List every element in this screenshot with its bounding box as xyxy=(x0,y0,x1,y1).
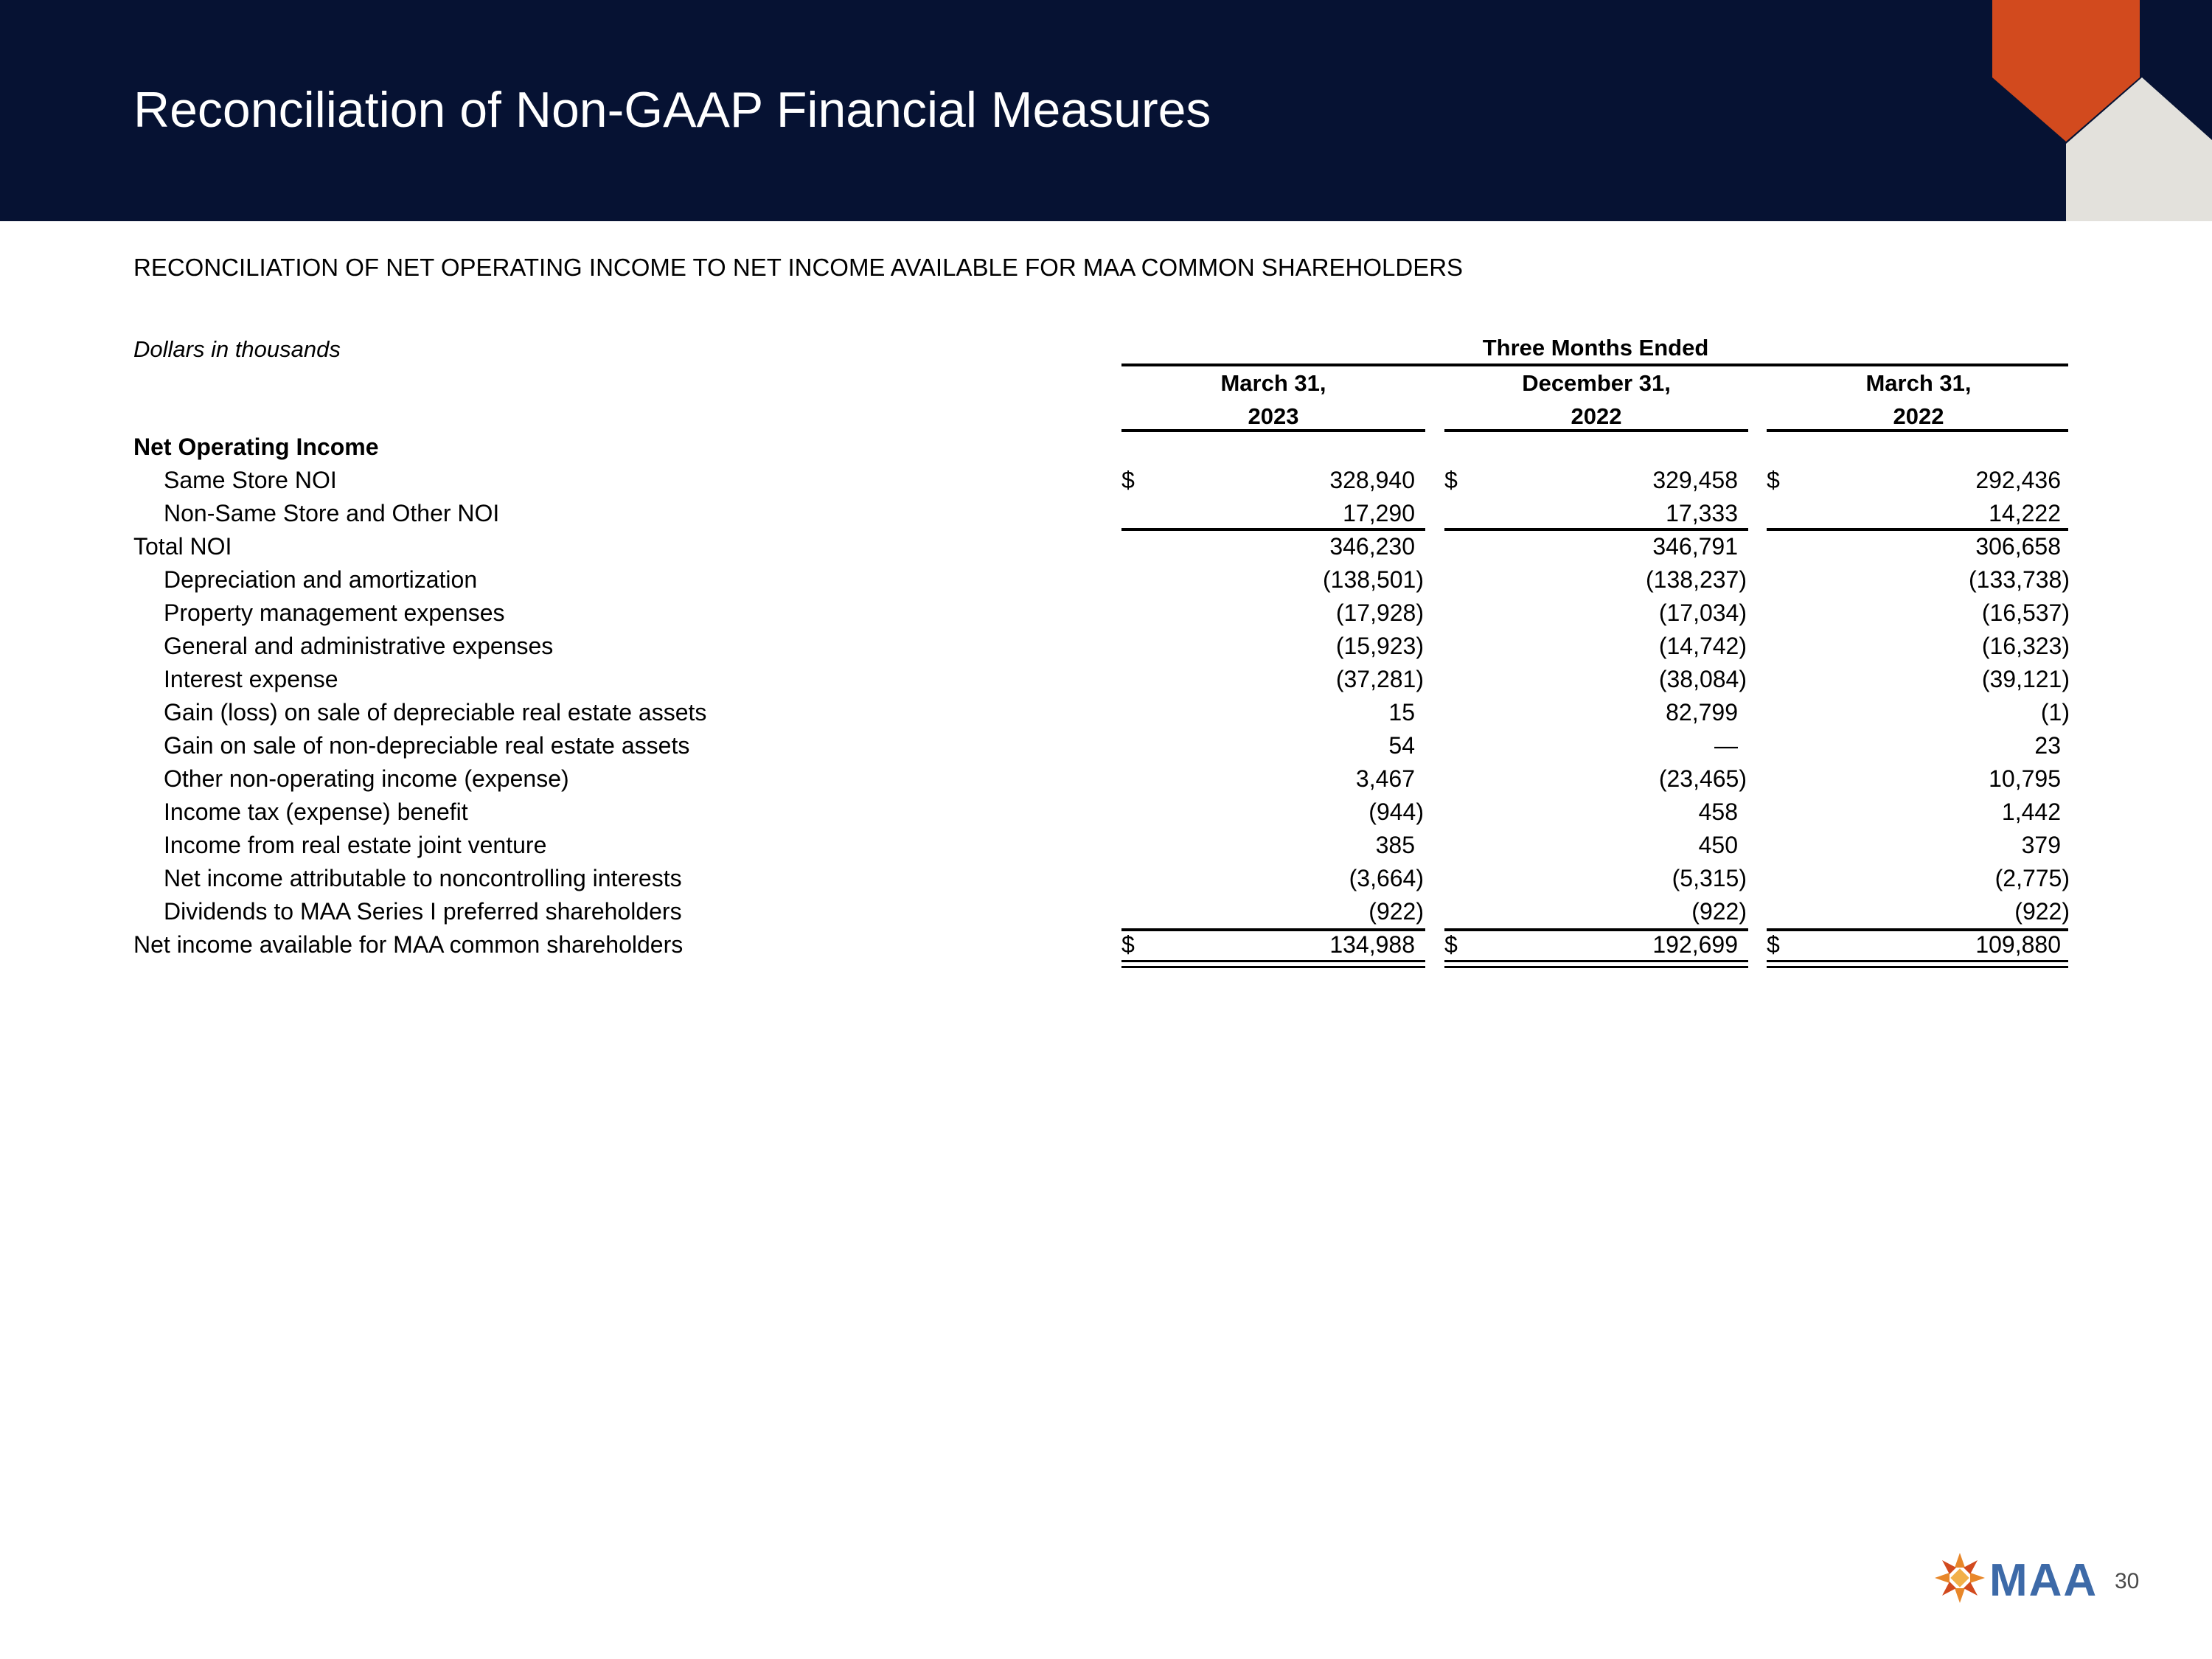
column-header-line2: 2023 xyxy=(1248,403,1299,429)
cell-value: 385 xyxy=(1375,832,1415,858)
cell-value: 14,222 xyxy=(1989,500,2061,526)
cell-value: 292,436 xyxy=(1975,467,2061,493)
row-label: Non-Same Store and Other NOI xyxy=(164,500,500,526)
row-label: Gain on sale of non-depreciable real estate assets xyxy=(164,732,690,759)
cell-value: 3,467 xyxy=(1355,765,1415,792)
cell-value: (38,084) xyxy=(1658,666,1747,692)
column-rule xyxy=(1121,429,1425,432)
cell-value: (15,923) xyxy=(1335,633,1424,659)
column-rule xyxy=(1767,429,2068,432)
total-double-rule xyxy=(1767,960,2068,968)
cell-value: (922) xyxy=(1368,898,1424,925)
subtotal-rule xyxy=(1444,928,1748,931)
cell-value: 346,791 xyxy=(1652,533,1738,560)
page-title: Reconciliation of Non-GAAP Financial Measures xyxy=(133,82,1211,138)
cell-value: 306,658 xyxy=(1975,533,2061,560)
column-rule xyxy=(1444,429,1748,432)
cell-value: (16,323) xyxy=(1981,633,2070,659)
cell-value: 10,795 xyxy=(1989,765,2061,792)
subtotal-rule xyxy=(1444,528,1748,531)
cell-value: (944) xyxy=(1368,799,1424,825)
currency-symbol: $ xyxy=(1767,467,1780,493)
cell-value: (5,315) xyxy=(1672,865,1747,891)
column-header-line1: March 31, xyxy=(1865,370,1972,396)
cell-value: (39,121) xyxy=(1981,666,2070,692)
subtotal-rule xyxy=(1767,528,2068,531)
currency-symbol: $ xyxy=(1121,467,1135,493)
cell-value: 379 xyxy=(2021,832,2061,858)
currency-symbol: $ xyxy=(1444,931,1458,958)
row-label: Income from real estate joint venture xyxy=(164,832,547,858)
table-subtitle: RECONCILIATION OF NET OPERATING INCOME TO NET INCOME AVAILABLE FOR MAA COMMON SHAREHOLDERS xyxy=(133,254,1464,281)
row-label: Income tax (expense) benefit xyxy=(164,799,468,825)
column-header xyxy=(1121,366,1425,433)
header-banner xyxy=(0,0,2212,221)
cell-value: (3,664) xyxy=(1349,865,1424,891)
cell-value: — xyxy=(1714,732,1738,759)
subtotal-rule xyxy=(1121,928,1425,931)
row-label: Net income attributable to noncontrolling interests xyxy=(164,865,682,891)
row-label: General and administrative expenses xyxy=(164,633,554,659)
row-label: Gain (loss) on sale of depreciable real estate assets xyxy=(164,699,707,726)
cell-value: 134,988 xyxy=(1329,931,1415,958)
section-heading: Net Operating Income xyxy=(133,434,379,460)
cell-value: (23,465) xyxy=(1658,765,1747,792)
column-header-line1: March 31, xyxy=(1220,370,1326,396)
cell-value: (14,742) xyxy=(1658,633,1747,659)
corner-decoration xyxy=(1991,0,2212,221)
period-header: Three Months Ended xyxy=(1482,335,1709,361)
cell-value: 1,442 xyxy=(2001,799,2061,825)
units-note: Dollars in thousands xyxy=(133,336,341,362)
subtotal-rule xyxy=(1121,528,1425,531)
row-label: Total NOI xyxy=(133,533,232,560)
total-double-rule xyxy=(1444,960,1748,968)
cell-value: (138,237) xyxy=(1646,566,1747,593)
maa-logo-text: MAA xyxy=(1989,1555,2098,1606)
currency-symbol: $ xyxy=(1767,931,1780,958)
row-label: Same Store NOI xyxy=(164,467,337,493)
row-label: Other non-operating income (expense) xyxy=(164,765,569,792)
cell-value: (17,034) xyxy=(1658,599,1747,626)
currency-symbol: $ xyxy=(1444,467,1458,493)
cell-value: 23 xyxy=(2034,732,2061,759)
cell-value: (17,928) xyxy=(1335,599,1424,626)
cell-value: 15 xyxy=(1388,699,1415,726)
total-double-rule xyxy=(1121,960,1425,968)
column-header-line1: December 31, xyxy=(1522,370,1671,396)
cell-value: (922) xyxy=(1691,898,1747,925)
column-header-line2: 2022 xyxy=(1571,403,1622,429)
column-header-line2: 2022 xyxy=(1893,403,1944,429)
cell-value: (138,501) xyxy=(1323,566,1424,593)
subtotal-rule xyxy=(1767,928,2068,931)
column-header xyxy=(1444,366,1748,433)
page-number: 30 xyxy=(2115,1569,2140,1593)
cell-value: 192,699 xyxy=(1652,931,1738,958)
row-label: Interest expense xyxy=(164,666,338,692)
maa-logo xyxy=(1932,1550,2098,1609)
cell-value: 329,458 xyxy=(1652,467,1738,493)
cell-value: (16,537) xyxy=(1981,599,2070,626)
cell-value: 54 xyxy=(1388,732,1415,759)
row-label: Property management expenses xyxy=(164,599,505,626)
column-header xyxy=(1767,366,2070,433)
row-label: Dividends to MAA Series I preferred shareholders xyxy=(164,898,682,925)
cell-value: (2,775) xyxy=(1994,865,2070,891)
cell-value: 328,940 xyxy=(1329,467,1415,493)
cell-value: (922) xyxy=(2014,898,2070,925)
row-label: Depreciation and amortization xyxy=(164,566,478,593)
cell-value: (1) xyxy=(2040,699,2070,726)
row-label: Net income available for MAA common shareholders xyxy=(133,931,684,958)
cell-value: (37,281) xyxy=(1335,666,1424,692)
cell-value: 82,799 xyxy=(1666,699,1738,726)
cell-value: 458 xyxy=(1698,799,1738,825)
currency-symbol: $ xyxy=(1121,931,1135,958)
cell-value: 109,880 xyxy=(1975,931,2061,958)
cell-value: 17,333 xyxy=(1666,500,1738,526)
cell-value: (133,738) xyxy=(1969,566,2070,593)
cell-value: 17,290 xyxy=(1343,500,1415,526)
cell-value: 346,230 xyxy=(1329,533,1415,560)
cell-value: 450 xyxy=(1698,832,1738,858)
